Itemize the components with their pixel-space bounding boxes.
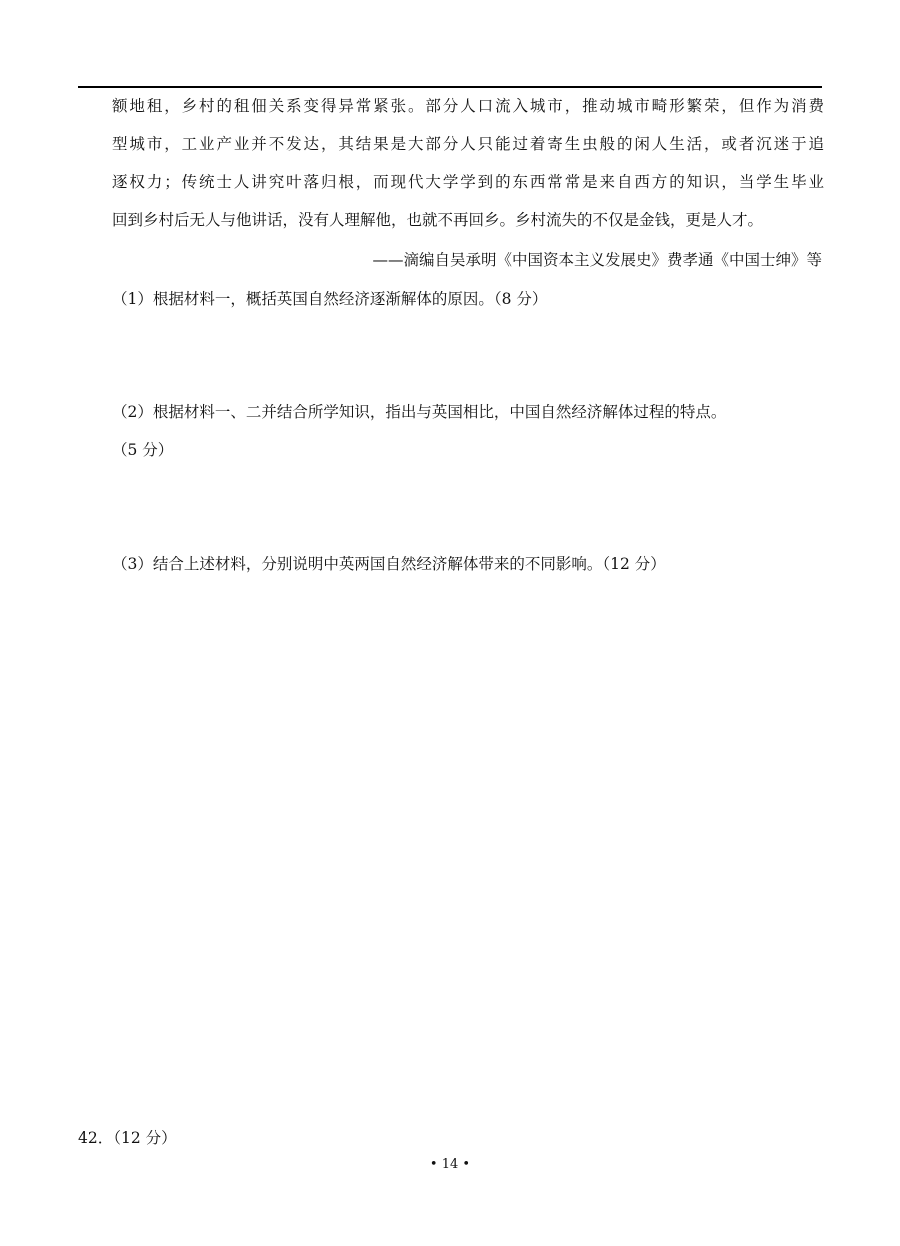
paragraph-line-4: 回到乡村后无人与他讲话，没有人理解他，也就不再回乡。乡村流失的不仅是金钱，更是人才。 bbox=[112, 211, 764, 229]
source-citation: ——滴编自吴承明《中国资本主义发展史》费孝通《中国士绅》等 bbox=[372, 251, 822, 269]
question-3: （3）结合上述材料，分别说明中英两国自然经济解体带来的不同影响。（12 分） bbox=[112, 555, 666, 573]
question-2-line-2: （5 分） bbox=[112, 441, 174, 459]
paragraph-line-3: 逐权力；传统士人讲究叶落归根，而现代大学学到的东西常常是来自西方的知识，当学生毕业 bbox=[112, 173, 824, 191]
paragraph-line-2: 型城市，工业产业并不发达，其结果是大部分人只能过着寄生虫般的闲人生活，或者沉迷于追 bbox=[112, 135, 824, 153]
paragraph-line-1: 额地租，乡村的租佃关系变得异常紧张。部分人口流入城市，推动城市畸形繁荣，但作为消费 bbox=[112, 97, 824, 115]
question-1: （1）根据材料一，概括英国自然经济逐渐解体的原因。（8 分） bbox=[112, 290, 548, 308]
question-2-line-1: （2）根据材料一、二并结合所学知识，指出与英国相比，中国自然经济解体过程的特点。 bbox=[112, 403, 727, 421]
page-number: • 14 • bbox=[429, 1157, 471, 1172]
material-paragraph bbox=[112, 87, 824, 239]
next-question-number: 42．（12 分） bbox=[78, 1129, 177, 1147]
